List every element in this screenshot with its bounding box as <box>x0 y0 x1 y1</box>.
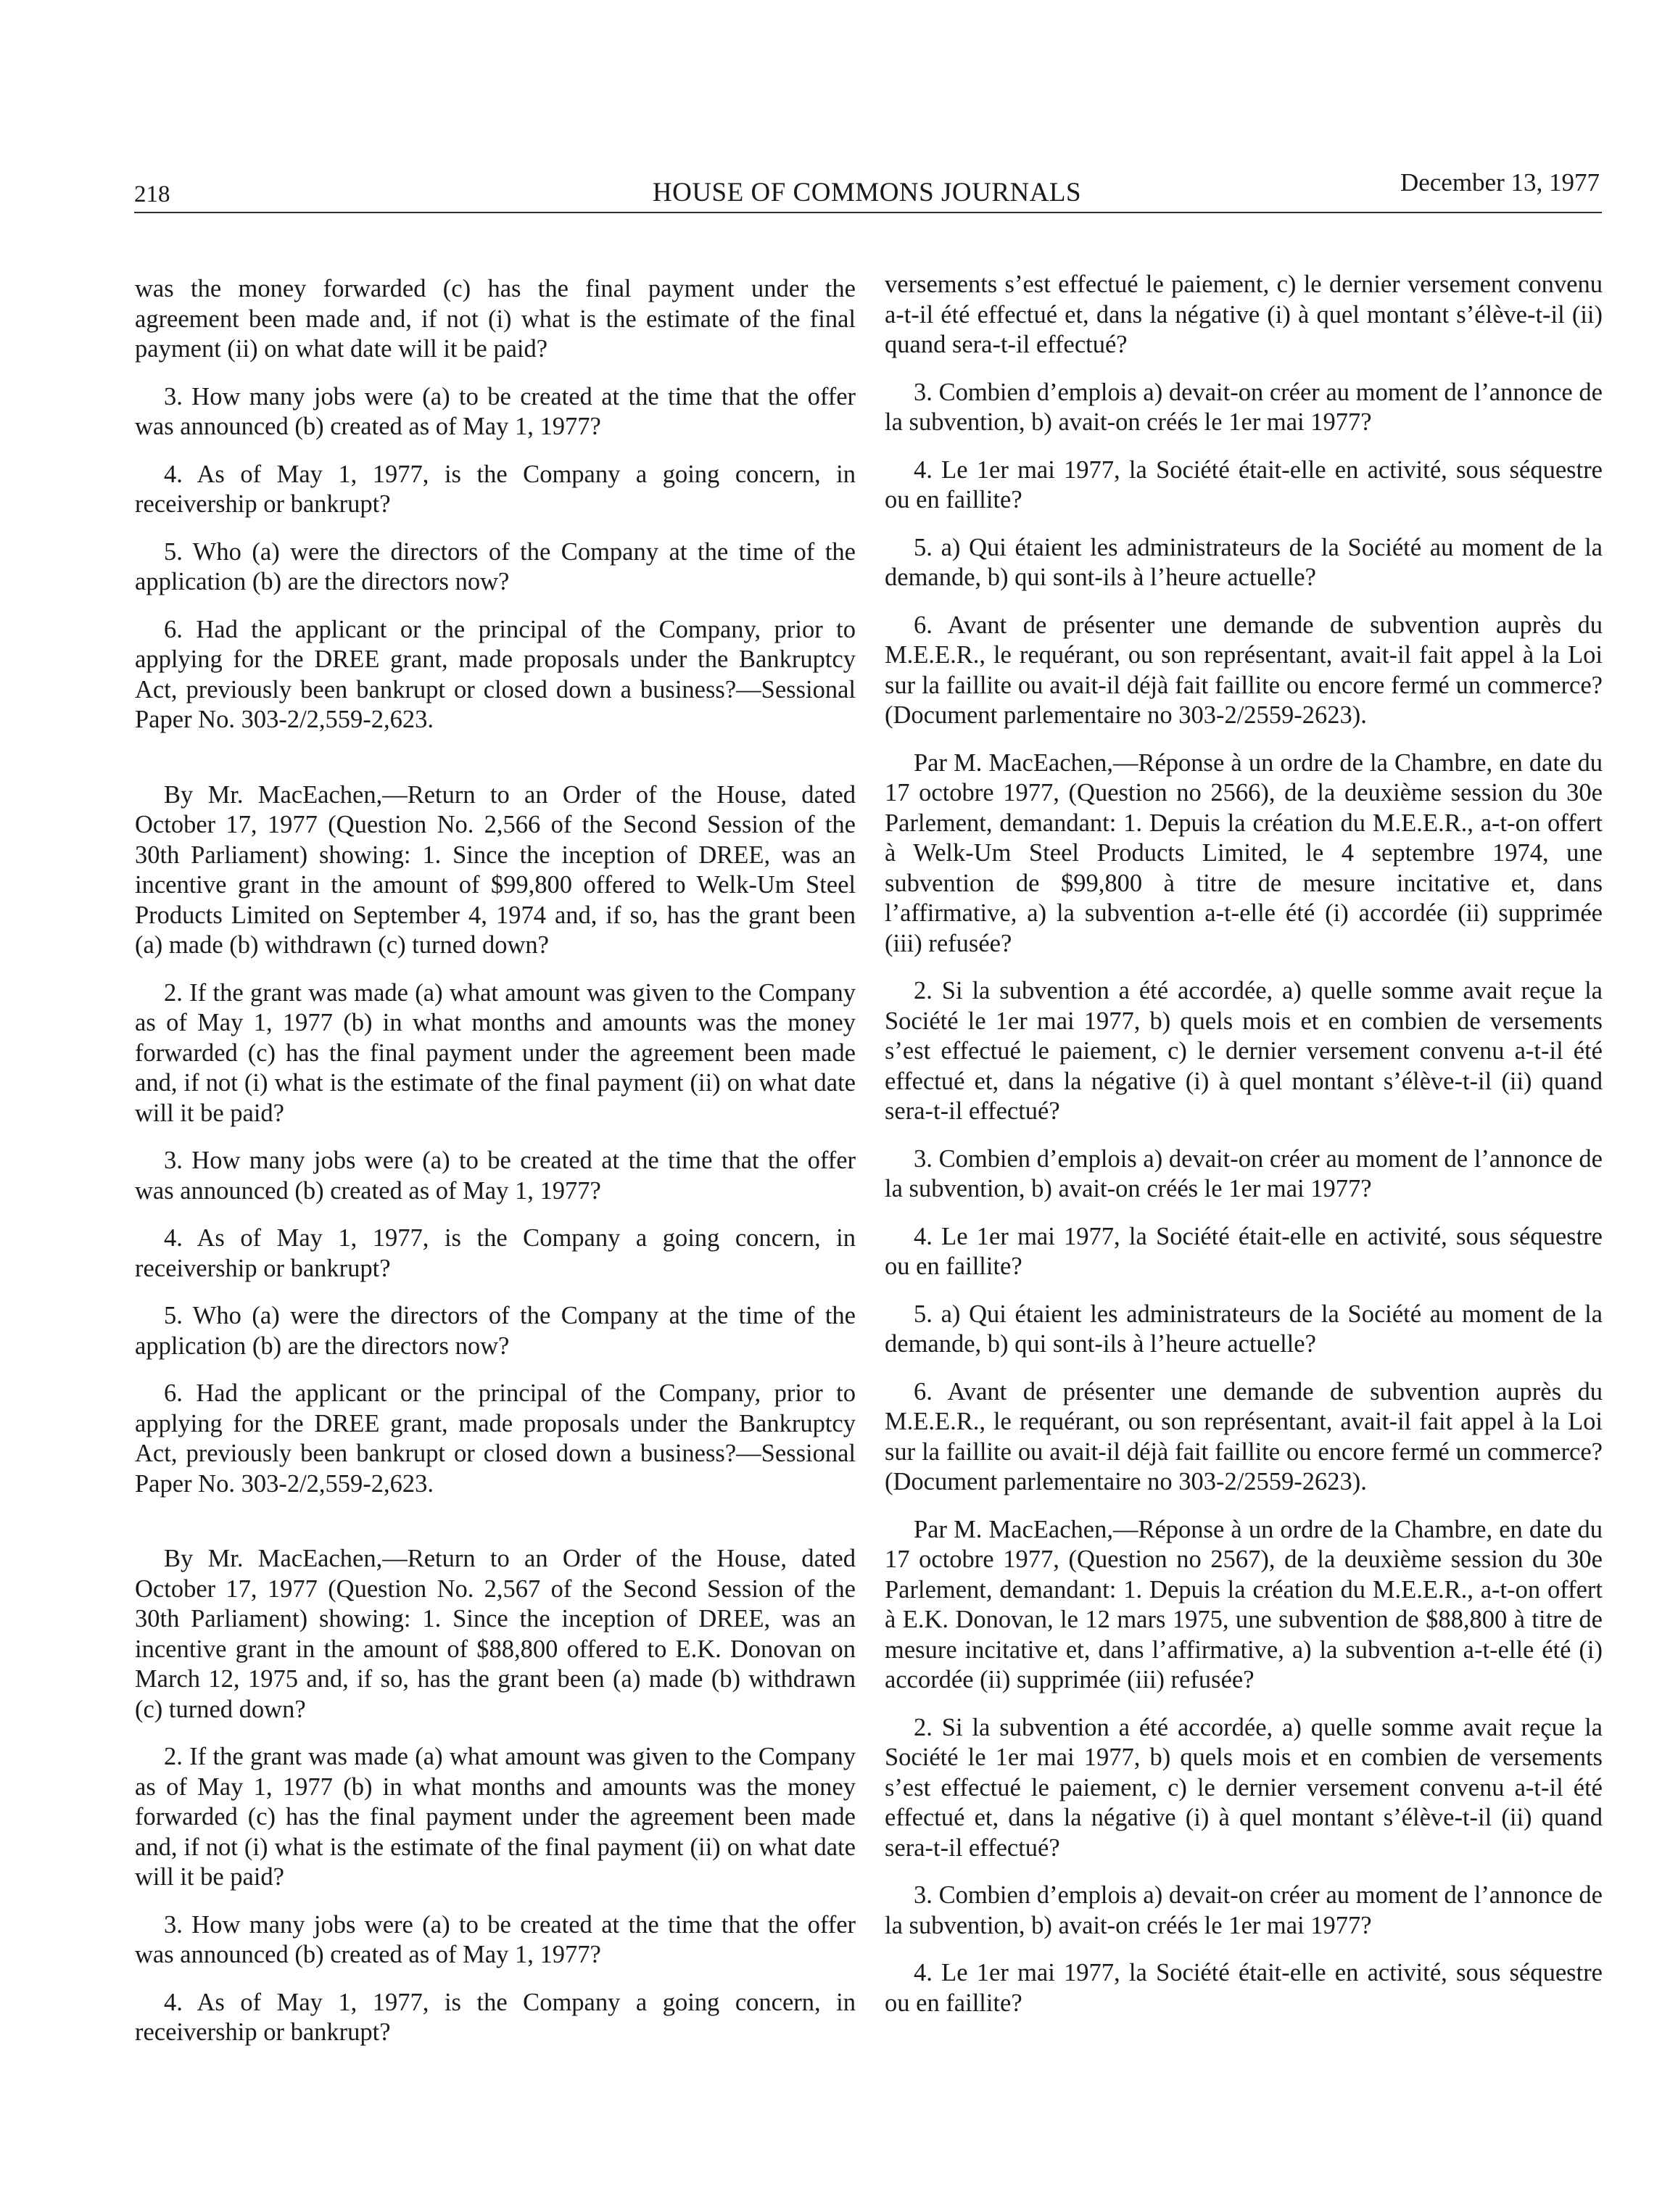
page-number: 218 <box>134 181 170 207</box>
header-rule <box>134 212 1602 213</box>
paragraph: 2. If the grant was made (a) what amount was given to the Company as of May 1, 1977 (b) in what months and amounts was the money forwarded (c) has the final payment under the agreement been made and, if not (i) what is the estimate of the final payment (ii) on what date will it be paid? <box>135 978 856 1127</box>
return-paragraph: By Mr. MacEachen,—Return to an Order of the House, dated October 17, 1977 (Question No. 2,566 of the Second Session of the 30th Parliament) showing: 1. Since the inception of DREE, was an incentive grant in the amount of $99,800 offered to Welk-Um Steel Products Limited on September 4, 1974 and, if so, has the grant been (a) made (b) withdrawn (c) turned down? <box>135 780 856 959</box>
paragraph: 3. Combien d’emplois a) devait-on créer au moment de l’annonce de la subvention, b) avait-on créés le 1er mai 1977? <box>885 1144 1603 1202</box>
paragraph: 6. Avant de présenter une demande de subvention auprès du M.E.E.R., le requérant, ou son représentant, avait-il fait appel à la Loi sur la faillite ou avait-il déjà fait faillite ou encore fermé un commerce? (Document parlementaire no 303-2/2559-2623). <box>885 1377 1603 1495</box>
paragraph: 4. Le 1er mai 1977, la Société était-elle en activité, sous séquestre ou en faillite? <box>885 455 1603 513</box>
paragraph: 4. As of May 1, 1977, is the Company a going concern, in receivership or bankrupt? <box>135 1988 856 2046</box>
paragraph: versements s’est effectué le paiement, c) le dernier versement convenu a-t-il été effectué et, dans la négative (i) à quel montant s’élève-t-il (ii) quand sera-t-il effectué? <box>885 271 1603 358</box>
journal-title: HOUSE OF COMMONS JOURNALS <box>652 178 1082 207</box>
paragraph: 2. Si la subvention a été accordée, a) quelle somme avait reçue la Société le 1er mai 1977, b) quels mois et en combien de versements s’est effectué le paiement, c) le dernier versement convenu a-t-il été effectué et, dans la négative (i) à quel montant s’élève-t-il (ii) quand sera-t-il effectué? <box>885 977 1603 1125</box>
paragraph: 3. How many jobs were (a) to be created at the time that the offer was announced (b) created as of May 1, 1977? <box>135 382 856 440</box>
french-column <box>885 270 1603 2036</box>
paragraph: 3. How many jobs were (a) to be created at the time that the offer was announced (b) created as of May 1, 1977? <box>135 1147 856 1205</box>
response-paragraph: Par M. MacEachen,—Réponse à un ordre de la Chambre, en date du 17 octobre 1977, (Question no 2567), de la deuxième session du 30e Parlement, demandant: 1. Depuis la création du M.E.E.R., a-t-on offert à E.K. Donovan, le 12 mars 1975, une subvention de $88,800 à titre de mesure incitative et, dans l’affirmative, a) la subvention a-t-elle été (i) accordée (ii) supprimée (iii) refusée? <box>885 1515 1603 1693</box>
english-column <box>135 274 856 2066</box>
paragraph: 6. Avant de présenter une demande de subvention auprès du M.E.E.R., le requérant, ou son représentant, avait-il fait appel à la Loi sur la faillite ou avait-il déjà fait faillite ou encore fermé un commerce? (Document parlementaire no 303-2/2559-2623). <box>885 611 1603 729</box>
paragraph: 3. Combien d’emplois a) devait-on créer au moment de l’annonce de la subvention, b) avait-on créés le 1er mai 1977? <box>885 378 1603 436</box>
return-paragraph: By Mr. MacEachen,—Return to an Order of the House, dated October 17, 1977 (Question No. 2,567 of the Second Session of the 30th Parliament) showing: 1. Since the inception of DREE, was an incentive grant in the amount of $88,800 offered to E.K. Donovan on March 12, 1975 and, if so, has the grant been (a) made (b) withdrawn (c) turned down? <box>135 1545 856 1723</box>
paragraph: 5. Who (a) were the directors of the Company at the time of the application (b) are the directors now? <box>135 537 856 595</box>
paragraph: 3. Combien d’emplois a) devait-on créer au moment de l’annonce de la subvention, b) avait-on créés le 1er mai 1977? <box>885 1881 1603 1939</box>
paragraph: 6. Had the applicant or the principal of the Company, prior to applying for the DREE grant, made proposals under the Bankruptcy Act, previously been bankrupt or closed down a business?—Sessional Paper No. 303-2/2,559-2,623. <box>135 615 856 733</box>
paragraph: was the money forwarded (c) has the final payment under the agreement been made and, if not (i) what is the estimate of the final payment (ii) on what date will it be paid? <box>135 275 856 363</box>
response-paragraph: Par M. MacEachen,—Réponse à un ordre de la Chambre, en date du 17 octobre 1977, (Question no 2566), de la deuxième session du 30e Parlement, demandant: 1. Depuis la création du M.E.E.R., a-t-on offert à Welk-Um Steel Products Limited, le 4 septembre 1974, une subvention de $99,800 à titre de mesure incitative et, dans l’affirmative, a) la subvention a-t-elle été (i) accordée (ii) supprimée (iii) refusée? <box>885 748 1603 957</box>
paragraph: 5. a) Qui étaient les administrateurs de la Société au moment de la demande, b) qui sont-ils à l’heure actuelle? <box>885 1300 1603 1358</box>
paragraph: 6. Had the applicant or the principal of the Company, prior to applying for the DREE grant, made proposals under the Bankruptcy Act, previously been bankrupt or closed down a business?—Sessional Paper No. 303-2/2,559-2,623. <box>135 1379 856 1498</box>
paragraph: 4. Le 1er mai 1977, la Société était-elle en activité, sous séquestre ou en faillite? <box>885 1959 1603 2017</box>
paragraph: 3. How many jobs were (a) to be created at the time that the offer was announced (b) created as of May 1, 1977? <box>135 1910 856 1968</box>
paragraph: 4. Le 1er mai 1977, la Société était-elle en activité, sous séquestre ou en faillite? <box>885 1222 1603 1280</box>
paragraph: 2. Si la subvention a été accordée, a) quelle somme avait reçue la Société le 1er mai 1977, b) quels mois et en combien de versements s’est effectué le paiement, c) le dernier versement convenu a-t-il été effectué et, dans la négative (i) à quel montant s’élève-t-il (ii) quand sera-t-il effectué? <box>885 1713 1603 1862</box>
paragraph: 5. Who (a) were the directors of the Company at the time of the application (b) are the directors now? <box>135 1302 856 1360</box>
page-header <box>134 168 1600 212</box>
header-date: December 13, 1977 <box>1400 168 1600 197</box>
paragraph: 5. a) Qui étaient les administrateurs de la Société au moment de la demande, b) qui sont-ils à l’heure actuelle? <box>885 533 1603 591</box>
paragraph: 4. As of May 1, 1977, is the Company a going concern, in receivership or bankrupt? <box>135 1224 856 1282</box>
paragraph: 2. If the grant was made (a) what amount was given to the Company as of May 1, 1977 (b) in what months and amounts was the money forwarded (c) has the final payment under the agreement been made and, if not (i) what is the estimate of the final payment (ii) on what date will it be paid? <box>135 1743 856 1891</box>
paragraph: 4. As of May 1, 1977, is the Company a going concern, in receivership or bankrupt? <box>135 460 856 518</box>
